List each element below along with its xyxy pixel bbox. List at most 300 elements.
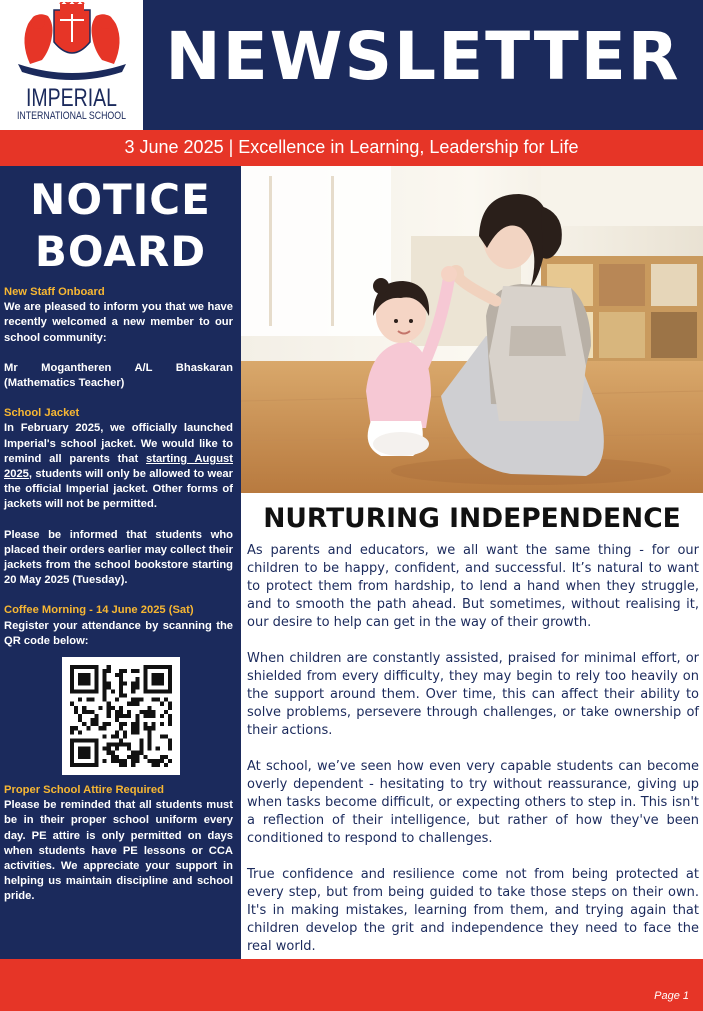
qr-module: [107, 669, 111, 673]
qr-module: [115, 710, 119, 714]
qr-module: [119, 726, 123, 730]
jacket-text-emphasis: starting August 2025: [4, 452, 233, 481]
qr-module: [160, 714, 164, 718]
header: [0, 0, 703, 130]
qr-module: [86, 751, 90, 755]
article-paragraph: When children are constantly assisted, praised for minimal effort, or shielded from every difficulty, they may begin to rely too heavily on the support around them. Over time, this can affect their ability to solve problems, persevere through challenges, or take ownership of their actions.: [247, 651, 699, 738]
qr-module: [74, 763, 78, 767]
qr-module: [115, 718, 119, 722]
qr-module: [78, 698, 82, 702]
qr-module: [164, 665, 168, 669]
qr-module: [148, 706, 152, 710]
masthead-title: NEWSLETTER: [165, 18, 681, 95]
qr-module: [160, 681, 164, 685]
qr-module: [168, 714, 172, 718]
qr-module: [115, 743, 119, 747]
qr-module: [156, 698, 160, 702]
qr-module: [103, 698, 107, 702]
qr-module: [135, 681, 139, 685]
qr-module: [86, 763, 90, 767]
qr-module: [70, 673, 74, 677]
qr-module: [107, 751, 111, 755]
qr-module: [86, 665, 90, 669]
qr-module: [86, 690, 90, 694]
notice-board: [0, 166, 241, 959]
qr-module: [78, 718, 82, 722]
qr-module: [78, 690, 82, 694]
qr-module: [119, 694, 123, 698]
qr-module: [131, 763, 135, 767]
qr-module: [107, 710, 111, 714]
jacket-text-part-b: , students will only be allowed to wear the official Imperial jacket. Other forms of jackets will not be permitted.: [4, 468, 233, 511]
qr-module: [86, 710, 90, 714]
qr-module: [156, 673, 160, 677]
qr-module: [156, 763, 160, 767]
qr-module: [90, 718, 94, 722]
qr-module: [70, 681, 74, 685]
qr-module: [135, 718, 139, 722]
qr-module: [148, 665, 152, 669]
qr-module: [99, 706, 103, 710]
qr-module: [70, 747, 74, 751]
qr-code-graphic: [70, 665, 172, 767]
qr-module: [74, 665, 78, 669]
qr-module: [168, 739, 172, 743]
notice-heading-jacket: School Jacket: [4, 407, 80, 420]
qr-module: [164, 698, 168, 702]
qr-module: [156, 665, 160, 669]
qr-module: [148, 710, 152, 714]
qr-module: [82, 665, 86, 669]
qr-module: [160, 755, 164, 759]
article-title: NURTURING INDEPENDENCE: [263, 503, 681, 534]
notice-text-attire: Please be reminded that all students must be in their proper school uniform every day. PE attire is only permitted on days when students have PE lessons or CCA activities. We appreciate your support in helping us maintain discipline and school pride.: [4, 799, 233, 903]
qr-module: [86, 747, 90, 751]
qr-module: [94, 665, 98, 669]
qr-module: [135, 702, 139, 706]
qr-module: [94, 669, 98, 673]
notice-heading-coffee: Coffee Morning - 14 June 2025 (Sat): [4, 604, 194, 617]
qr-module: [168, 677, 172, 681]
qr-module: [111, 734, 115, 738]
qr-module: [143, 665, 147, 669]
qr-module: [164, 763, 168, 767]
qr-module: [70, 690, 74, 694]
qr-module: [152, 690, 156, 694]
qr-module: [148, 734, 152, 738]
qr-module: [90, 739, 94, 743]
qr-module: [70, 763, 74, 767]
qr-module: [148, 747, 152, 751]
notice-list: [4, 285, 233, 905]
qr-module: [70, 665, 74, 669]
qr-module: [70, 730, 74, 734]
article-paragraph: As parents and educators, we all want the same thing - for our children to be happy, confident, and successful. It’s natural to want to protect them from hardship, to lend a hand when they struggle, and to smooth the path ahead. But sometimes, without realising it, our desire to help can get in the way of their growth.: [247, 543, 699, 630]
qr-module: [131, 681, 135, 685]
qr-module: [103, 734, 107, 738]
qr-module: [160, 673, 164, 677]
qr-module: [94, 759, 98, 763]
qr-module: [168, 665, 172, 669]
qr-module: [94, 718, 98, 722]
qr-module: [70, 755, 74, 759]
qr-module: [111, 759, 115, 763]
qr-module: [82, 681, 86, 685]
crest-icon: [8, 2, 136, 82]
qr-module: [70, 669, 74, 673]
qr-module: [94, 755, 98, 759]
qr-module: [107, 747, 111, 751]
qr-module: [143, 677, 147, 681]
qr-module: [152, 665, 156, 669]
qr-module: [143, 681, 147, 685]
qr-module: [164, 734, 168, 738]
qr-module: [123, 722, 127, 726]
qr-module: [152, 677, 156, 681]
qr-module: [111, 743, 115, 747]
qr-module: [135, 698, 139, 702]
qr-module: [148, 743, 152, 747]
footer-bar: [0, 959, 703, 1011]
qr-module: [86, 755, 90, 759]
qr-module: [78, 763, 82, 767]
qr-code-icon[interactable]: [62, 657, 180, 775]
qr-module: [78, 665, 82, 669]
qr-module: [94, 685, 98, 689]
notice-heading-staff: New Staff Onboard: [4, 286, 105, 298]
qr-module: [111, 755, 115, 759]
notice-text-staff: We are pleased to inform you that we have recently welcomed a new member to our school community:: [4, 301, 233, 344]
hero-photo: [241, 166, 703, 493]
qr-module: [103, 726, 107, 730]
qr-module: [152, 726, 156, 730]
qr-module: [90, 763, 94, 767]
notice-heading-attire: Proper School Attire Required: [4, 784, 164, 797]
qr-module: [119, 669, 123, 673]
qr-module: [94, 677, 98, 681]
qr-module: [107, 681, 111, 685]
qr-module: [168, 685, 172, 689]
qr-module: [148, 726, 152, 730]
qr-module: [143, 710, 147, 714]
qr-module: [103, 759, 107, 763]
article-paragraph: True confidence and resilience come not from being protected at every step, but from being guided to take those steps on their own. It's in making mistakes, learning from them, and trying again that children develop the grit and independence they need to face the real world.: [247, 867, 699, 954]
jacket-text-part-a: In February 2025, we officially launched Imperial's school jacket. We would like to remind all parents that: [4, 422, 233, 465]
qr-module: [94, 747, 98, 751]
qr-module: [107, 665, 111, 669]
qr-module: [123, 669, 127, 673]
qr-module: [152, 681, 156, 685]
qr-module: [74, 706, 78, 710]
qr-module: [135, 726, 139, 730]
qr-module: [94, 673, 98, 677]
qr-module: [143, 690, 147, 694]
qr-module: [139, 751, 143, 755]
qr-module: [119, 690, 123, 694]
qr-module: [78, 681, 82, 685]
qr-module: [82, 763, 86, 767]
qr-module: [156, 690, 160, 694]
qr-module: [111, 706, 115, 710]
qr-module: [148, 730, 152, 734]
qr-module: [103, 669, 107, 673]
article-paragraph: At school, we’ve seen how even very capable students can become overly dependent - hesitating to try without reassurance, giving up when tasks become difficult, or expecting others to step in. This isn't a reflection of their intelligence, but rather of how they've been conditioned to respond to challenges.: [247, 759, 699, 846]
qr-module: [168, 718, 172, 722]
qr-module: [86, 739, 90, 743]
qr-module: [115, 734, 119, 738]
date-ribbon: 3 June 2025 | Excellence in Learning, Leadership for Life: [0, 130, 703, 166]
qr-module: [70, 685, 74, 689]
qr-module: [86, 673, 90, 677]
qr-module: [70, 726, 74, 730]
logo-school-subtitle: INTERNATIONAL SCHOOL: [16, 110, 127, 122]
qr-module: [131, 722, 135, 726]
qr-module: [131, 698, 135, 702]
qr-module: [131, 751, 135, 755]
qr-module: [152, 710, 156, 714]
qr-module: [160, 759, 164, 763]
notice-text-jacket-collection: Please be informed that students who placed their orders earlier may collect their jackets from the school bookstore starting 20 May 2025 (Tuesday).: [4, 528, 233, 587]
qr-module: [107, 706, 111, 710]
qr-module: [123, 763, 127, 767]
qr-module: [139, 710, 143, 714]
qr-module: [70, 743, 74, 747]
qr-module: [82, 677, 86, 681]
qr-module: [94, 739, 98, 743]
qr-module: [99, 726, 103, 730]
qr-module: [78, 673, 82, 677]
qr-module: [119, 706, 123, 710]
qr-module: [70, 677, 74, 681]
qr-module: [115, 759, 119, 763]
qr-module: [152, 763, 156, 767]
qr-module: [127, 743, 131, 747]
qr-module: [131, 730, 135, 734]
qr-module: [119, 759, 123, 763]
qr-module: [115, 730, 119, 734]
qr-module: [90, 690, 94, 694]
qr-module: [90, 698, 94, 702]
qr-module: [103, 722, 107, 726]
teacher-child-high-five-image: [241, 166, 703, 493]
qr-module: [103, 747, 107, 751]
qr-module: [103, 673, 107, 677]
qr-module: [119, 763, 123, 767]
qr-module: [103, 694, 107, 698]
qr-module: [160, 665, 164, 669]
school-logo: [0, 0, 143, 130]
qr-module: [78, 730, 82, 734]
qr-module: [119, 714, 123, 718]
qr-module: [119, 685, 123, 689]
qr-module: [86, 677, 90, 681]
qr-module: [74, 726, 78, 730]
qr-module: [119, 739, 123, 743]
qr-module: [78, 677, 82, 681]
qr-module: [119, 681, 123, 685]
qr-module: [119, 743, 123, 747]
qr-module: [135, 722, 139, 726]
qr-module: [123, 743, 127, 747]
qr-module: [152, 722, 156, 726]
notice-board-title-line1: NOTICE: [30, 175, 211, 224]
qr-module: [143, 685, 147, 689]
qr-module: [78, 747, 82, 751]
qr-module: [94, 751, 98, 755]
qr-module: [160, 677, 164, 681]
qr-module: [74, 739, 78, 743]
qr-module: [123, 714, 127, 718]
qr-module: [131, 702, 135, 706]
qr-module: [123, 730, 127, 734]
qr-module: [135, 751, 139, 755]
qr-module: [86, 726, 90, 730]
qr-module: [160, 690, 164, 694]
qr-module: [135, 759, 139, 763]
qr-module: [152, 698, 156, 702]
qr-module: [82, 751, 86, 755]
qr-module: [70, 702, 74, 706]
qr-module: [127, 747, 131, 751]
qr-module: [103, 677, 107, 681]
qr-module: [156, 747, 160, 751]
qr-module: [148, 759, 152, 763]
qr-module: [82, 755, 86, 759]
qr-module: [107, 743, 111, 747]
qr-module: [78, 751, 82, 755]
qr-module: [143, 673, 147, 677]
qr-module: [70, 751, 74, 755]
qr-module: [107, 685, 111, 689]
qr-module: [135, 677, 139, 681]
qr-module: [131, 690, 135, 694]
qr-module: [148, 739, 152, 743]
qr-module: [103, 681, 107, 685]
qr-module: [143, 714, 147, 718]
qr-module: [143, 755, 147, 759]
qr-module: [168, 669, 172, 673]
qr-module: [119, 722, 123, 726]
page-number: Page 1: [654, 990, 689, 1002]
qr-module: [135, 669, 139, 673]
qr-module: [143, 726, 147, 730]
qr-module: [156, 759, 160, 763]
qr-module: [131, 755, 135, 759]
qr-module: [94, 714, 98, 718]
qr-module: [168, 706, 172, 710]
notice-board-title-line2: BOARD: [34, 227, 207, 276]
notice-text-jacket: [4, 421, 233, 512]
qr-module: [103, 690, 107, 694]
qr-module: [115, 747, 119, 751]
qr-module: [107, 722, 111, 726]
qr-module: [78, 714, 82, 718]
qr-module: [107, 714, 111, 718]
qr-module: [90, 710, 94, 714]
qr-module: [168, 673, 172, 677]
qr-module: [74, 710, 78, 714]
qr-module: [135, 714, 139, 718]
qr-module: [168, 681, 172, 685]
qr-module: [160, 722, 164, 726]
qr-module: [115, 698, 119, 702]
qr-module: [115, 673, 119, 677]
qr-module: [94, 743, 98, 747]
qr-module: [123, 759, 127, 763]
qr-module: [94, 763, 98, 767]
qr-module: [78, 755, 82, 759]
qr-module: [139, 698, 143, 702]
qr-module: [82, 710, 86, 714]
qr-module: [135, 755, 139, 759]
qr-module: [90, 665, 94, 669]
qr-module: [131, 726, 135, 730]
qr-module: [82, 747, 86, 751]
qr-module: [82, 690, 86, 694]
qr-module: [131, 759, 135, 763]
qr-module: [74, 690, 78, 694]
qr-module: [82, 739, 86, 743]
qr-module: [78, 739, 82, 743]
qr-module: [94, 681, 98, 685]
qr-module: [164, 755, 168, 759]
qr-module: [168, 702, 172, 706]
qr-module: [82, 722, 86, 726]
qr-module: [168, 722, 172, 726]
qr-module: [107, 702, 111, 706]
qr-module: [148, 690, 152, 694]
qr-module: [168, 743, 172, 747]
qr-module: [139, 739, 143, 743]
qr-module: [111, 690, 115, 694]
qr-module: [115, 755, 119, 759]
notice-staff-name: Mr Mogantheren A/L Bhaskaran (Mathematics Teacher): [4, 361, 233, 390]
qr-module: [82, 706, 86, 710]
qr-module: [123, 734, 127, 738]
qr-module: [131, 685, 135, 689]
qr-module: [111, 751, 115, 755]
qr-module: [156, 681, 160, 685]
qr-module: [143, 722, 147, 726]
qr-module: [168, 759, 172, 763]
qr-module: [160, 702, 164, 706]
qr-module: [168, 747, 172, 751]
qr-module: [70, 759, 74, 763]
qr-module: [131, 669, 135, 673]
qr-module: [127, 710, 131, 714]
qr-module: [119, 710, 123, 714]
qr-module: [123, 681, 127, 685]
notice-text-coffee: Register your attendance by scanning the QR code below:: [4, 619, 233, 647]
qr-module: [164, 710, 168, 714]
qr-module: [94, 722, 98, 726]
qr-module: [103, 685, 107, 689]
qr-module: [70, 739, 74, 743]
qr-module: [86, 681, 90, 685]
qr-module: [143, 669, 147, 673]
qr-module: [139, 747, 143, 751]
qr-module: [160, 734, 164, 738]
qr-module: [90, 722, 94, 726]
logo-school-name: IMPERIAL: [25, 84, 118, 112]
notice-board-title: [0, 174, 241, 278]
qr-module: [115, 714, 119, 718]
qr-module: [152, 714, 156, 718]
qr-module: [127, 702, 131, 706]
qr-module: [152, 759, 156, 763]
qr-module: [86, 698, 90, 702]
qr-module: [94, 690, 98, 694]
